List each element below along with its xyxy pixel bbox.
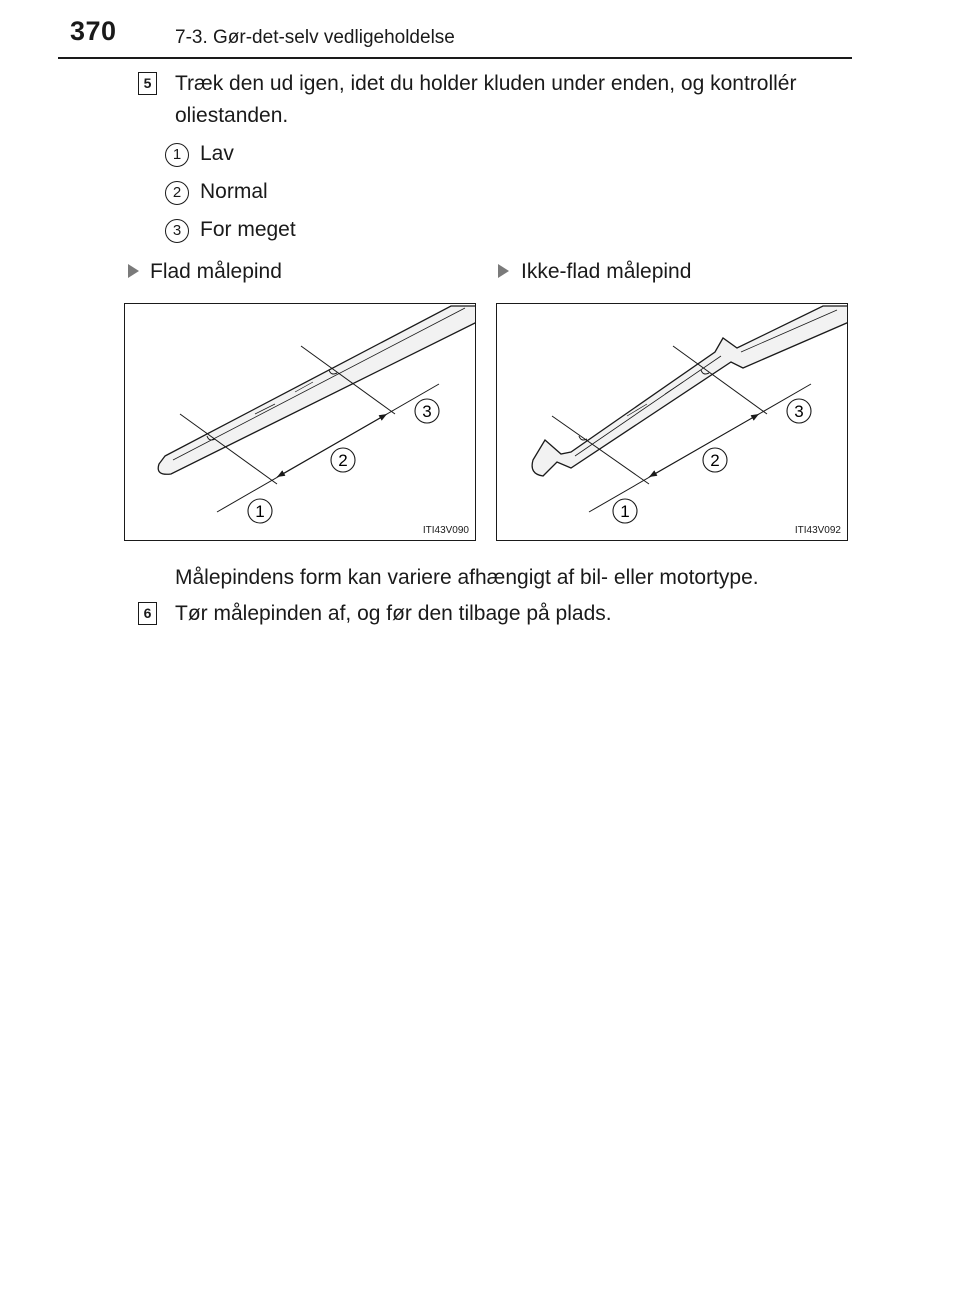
item-label-normal: Normal bbox=[200, 180, 268, 203]
item-number-2: 2 bbox=[165, 181, 189, 205]
item-number-3: 3 bbox=[165, 219, 189, 243]
header-rule bbox=[58, 57, 852, 59]
item-label-too-much: For meget bbox=[200, 218, 296, 241]
page-number: 370 bbox=[70, 16, 117, 46]
item-label-low: Lav bbox=[200, 142, 234, 165]
callout-3: 3 bbox=[794, 402, 804, 421]
item-number-1: 1 bbox=[165, 143, 189, 167]
figure-flat-dipstick bbox=[124, 303, 476, 541]
callout-1: 1 bbox=[255, 502, 265, 521]
figure-caption-non-flat: Ikke-flad målepind bbox=[521, 260, 692, 283]
step-5-badge: 5 bbox=[138, 72, 157, 95]
note-text: Målepindens form kan variere afhængigt af bil- eller motortype. bbox=[175, 566, 759, 589]
figure-code: ITI43V090 bbox=[422, 525, 469, 536]
page-header bbox=[0, 0, 960, 60]
flat-dipstick-illustration bbox=[125, 304, 476, 541]
callout-2: 2 bbox=[710, 451, 720, 470]
callout-3: 3 bbox=[422, 402, 432, 421]
callout-2: 2 bbox=[338, 451, 348, 470]
step-5-text-line2: oliestanden. bbox=[175, 104, 289, 127]
non-flat-dipstick-illustration bbox=[497, 304, 848, 541]
section-title: 7-3. Gør-det-selv vedligeholdelse bbox=[175, 27, 455, 48]
step-5-text-line1: Træk den ud igen, idet du holder kluden under enden, og kontrollér bbox=[175, 72, 797, 95]
triangle-right-icon bbox=[128, 264, 139, 278]
figure-code: ITI43V092 bbox=[794, 525, 841, 536]
triangle-right-icon bbox=[498, 264, 509, 278]
step-6-text: Tør målepinden af, og før den tilbage på plads. bbox=[175, 602, 612, 625]
figure-non-flat-dipstick bbox=[496, 303, 848, 541]
callout-1: 1 bbox=[620, 502, 630, 521]
figure-caption-flat: Flad målepind bbox=[150, 260, 282, 283]
step-6-badge: 6 bbox=[138, 602, 157, 625]
